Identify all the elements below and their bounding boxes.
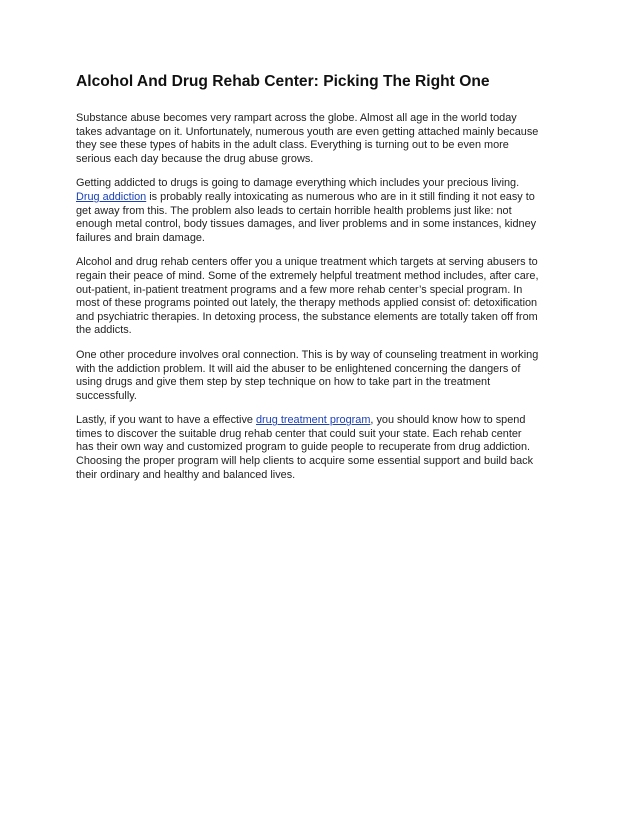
paragraph-3 xyxy=(76,256,568,338)
paragraph-line: successfully. xyxy=(76,389,137,402)
paragraph-line: takes advantage on it. Unfortunately, numerous youth are even getting attached mainly because xyxy=(76,125,539,138)
paragraph-line: Alcohol and drug rehab centers offer you a unique treatment which targets at serving abusers to xyxy=(76,256,538,269)
paragraph-text: Lastly, if you want to have a effective xyxy=(76,414,256,427)
paragraph-line: times to discover the suitable drug rehab center that could suit your state. Each rehab center xyxy=(76,427,522,440)
paragraph-2 xyxy=(76,177,568,245)
paragraph-line: most of these programs pointed out lately, the therapy methods applied consist of: detoxification xyxy=(76,297,538,310)
paragraph-line xyxy=(76,191,568,205)
paragraph-line: and psychiatric therapies. In detoxing process, the substance elements are totally taken off from xyxy=(76,310,538,323)
paragraph-5 xyxy=(76,414,568,482)
paragraph-line: Getting addicted to drugs is going to damage everything which includes your precious living. xyxy=(76,177,520,190)
paragraph-line xyxy=(76,414,568,428)
paragraph-line: with the addiction problem. It will aid the abuser to be enlightened concerning the dangers of xyxy=(76,362,521,375)
drug-treatment-program-link[interactable]: drug treatment program xyxy=(256,414,371,427)
paragraph-line: regain their peace of mind. Some of the extremely helpful treatment method includes, after care, xyxy=(76,269,539,282)
drug-addiction-link[interactable]: Drug addiction xyxy=(76,190,147,203)
paragraph-line: Substance abuse becomes very rampart across the globe. Almost all age in the world today xyxy=(76,112,517,124)
paragraph-4 xyxy=(76,349,568,403)
paragraph-line: failures and brain damage. xyxy=(76,231,205,244)
paragraph-line: using drugs and give them step by step technique on how to take part in the treatment xyxy=(76,376,491,389)
document-page xyxy=(76,72,568,493)
paragraph-line: enough metal control, body tissues damages, and liver problems and in some instances, kidney xyxy=(76,218,537,231)
paragraph-line: out-patient, in-patient treatment programs and a few more rehab center’s special program. In xyxy=(76,283,523,296)
paragraph-1 xyxy=(76,112,568,166)
paragraph-line: the addicts. xyxy=(76,324,132,337)
paragraph-line: they see these types of habits in the adult class. Everything is turning out to be even more xyxy=(76,139,509,152)
paragraph-text: , you should know how to spend xyxy=(370,414,526,427)
paragraph-line: serious each day because the drug abuse grows. xyxy=(76,152,314,165)
paragraph-text: is probably really intoxicating as numerous who are in it still finding it not easy to xyxy=(146,190,535,203)
paragraph-line: Choosing the proper program will help clients to acquire some essential support and build back xyxy=(76,455,534,468)
document-title: Alcohol And Drug Rehab Center: Picking The Right One xyxy=(76,73,490,90)
paragraph-line: their ordinary and healthy and balanced lives. xyxy=(76,468,296,481)
paragraph-line: get away from this. The problem also leads to certain horrible health problems just like: not xyxy=(76,204,512,217)
paragraph-line: One other procedure involves oral connection. This is by way of counseling treatment in working xyxy=(76,348,539,361)
paragraph-line: has their own way and customized program to guide people to recuperate from drug addiction. xyxy=(76,441,531,454)
